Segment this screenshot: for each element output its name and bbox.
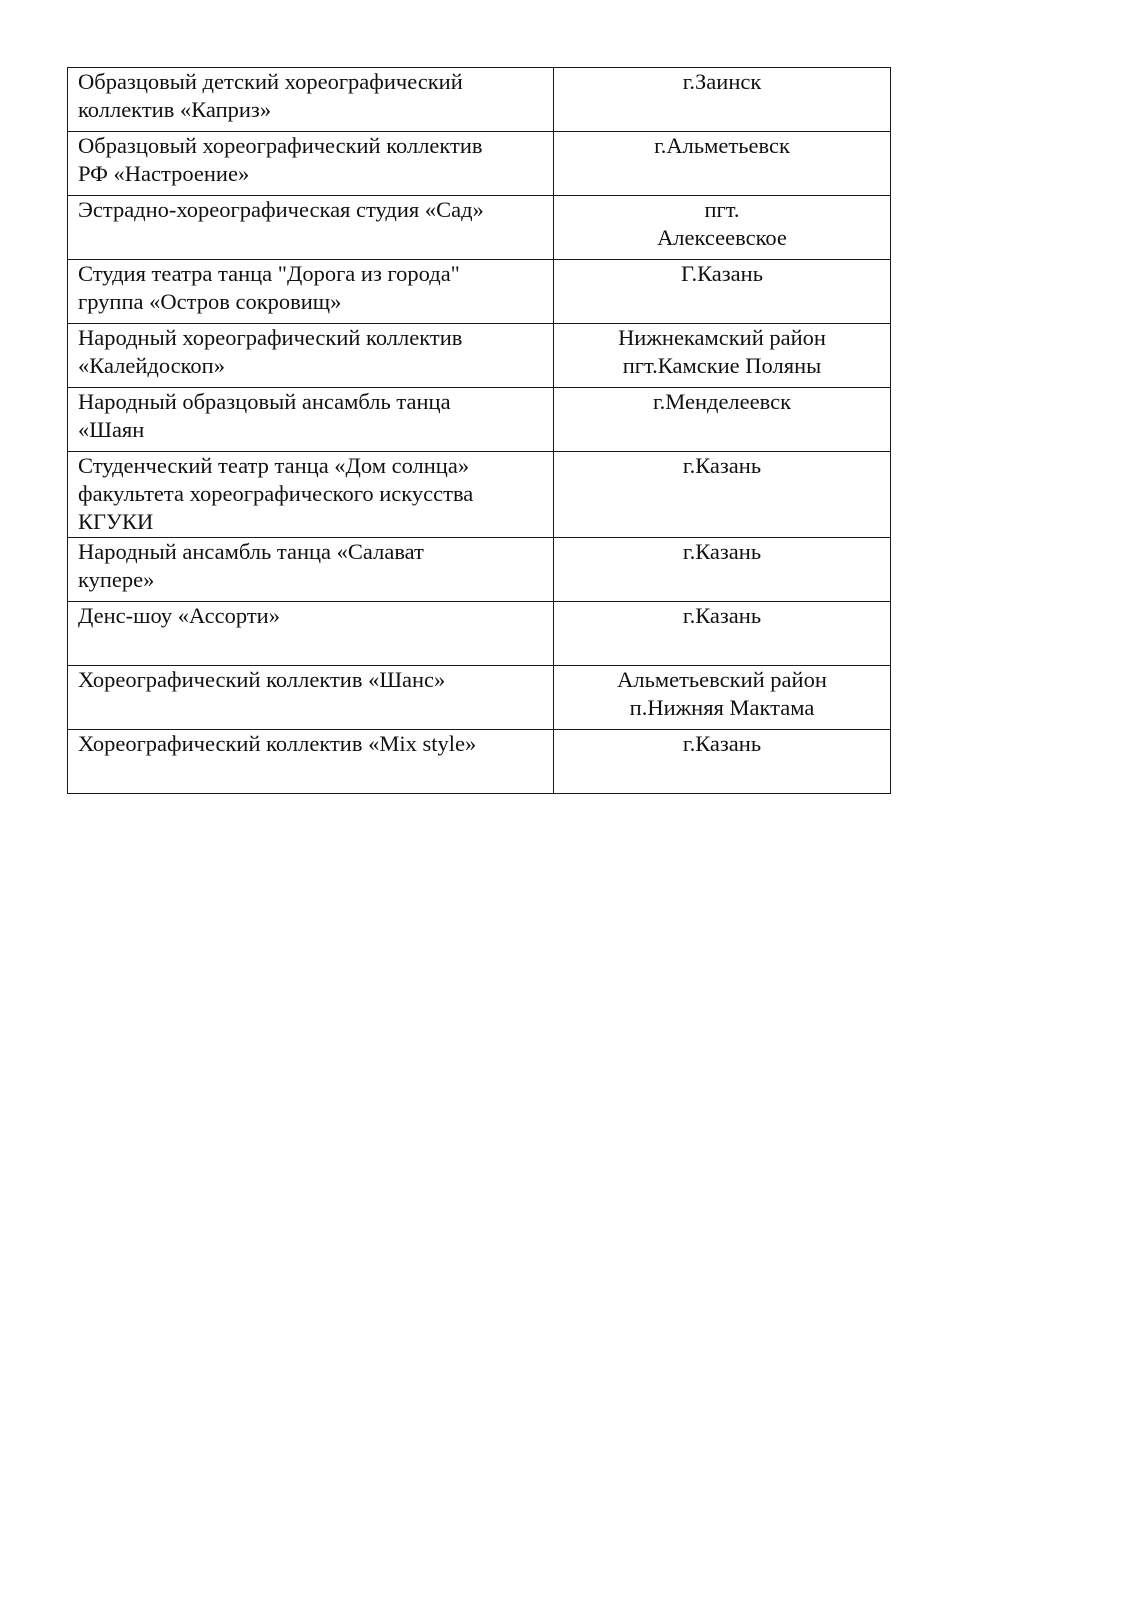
location-cell [554,132,891,196]
location-cell [554,68,891,132]
location-line: пгт.Камские Поляны [622,353,822,378]
location-line: Альметьевский район [617,667,827,692]
location-cell [554,260,891,324]
collective-name-cell [68,602,554,666]
location-line: Г.Казань [681,261,763,286]
location-cell [554,196,891,260]
collectives-table [67,67,891,794]
location-line: г.Казань [682,731,762,756]
collective-name-cell [68,68,554,132]
location-cell [554,324,891,388]
location-line: п.Нижняя Мактама [629,695,815,720]
collective-name-line: Образцовый хореографический коллектив [78,133,483,158]
collective-name-line: Образцовый детский хореографический [78,69,463,94]
collective-name-line: «Шаян [78,417,145,442]
collective-name-line: купере» [78,567,155,592]
collective-name-line: РФ «Настроение» [78,161,250,186]
table-row [68,602,891,666]
location-cell [554,452,891,538]
table-row [68,452,891,538]
table-row [68,666,891,730]
collective-name-cell [68,260,554,324]
location-line: Алексеевское [657,225,787,250]
table-row [68,132,891,196]
location-line: пгт. [704,197,740,222]
collective-name-line: Народный хореографический коллектив [78,325,463,350]
location-line: г.Альметьевск [654,133,790,158]
collective-name-cell [68,132,554,196]
collective-name-line: Хореографический коллектив «Mix style» [78,731,477,756]
collective-name-line: Хореографический коллектив «Шанс» [78,667,446,692]
collective-name-cell [68,196,554,260]
collective-name-line: Студенческий театр танца «Дом солнца» [78,453,470,478]
table-row [68,538,891,602]
collective-name-line: Денс-шоу «Ассорти» [78,603,280,628]
location-line: Нижнекамский район [618,325,826,350]
collective-name-line: «Калейдоскоп» [78,353,225,378]
collective-name-line: Народный ансамбль танца «Салават [78,539,424,564]
collective-name-line: Эстрадно-хореографическая студия «Сад» [78,197,484,222]
location-cell [554,538,891,602]
collective-name-cell [68,452,554,538]
collective-name-cell [68,538,554,602]
collective-name-line: КГУКИ [78,509,154,534]
location-cell [554,666,891,730]
collective-name-cell [68,730,554,794]
location-line: г.Заинск [682,69,762,94]
table-row [68,196,891,260]
collective-name-line: коллектив «Каприз» [78,97,272,122]
table-row [68,260,891,324]
location-line: г.Казань [682,603,762,628]
location-cell [554,388,891,452]
table-row [68,324,891,388]
table-row [68,68,891,132]
collective-name-line: Студия театра танца "Дорога из города" [78,261,460,286]
location-line: г.Казань [682,539,762,564]
location-line: г.Менделеевск [652,389,792,414]
collective-name-cell [68,388,554,452]
table-row [68,388,891,452]
collective-name-cell [68,666,554,730]
location-cell [554,602,891,666]
collective-name-line: факультета хореографического искусства [78,481,474,506]
location-cell [554,730,891,794]
table-row [68,730,891,794]
collective-name-cell [68,324,554,388]
collective-name-line: Народный образцовый ансамбль танца [78,389,451,414]
collective-name-line: группа «Остров сокровищ» [78,289,342,314]
location-line: г.Казань [682,453,762,478]
